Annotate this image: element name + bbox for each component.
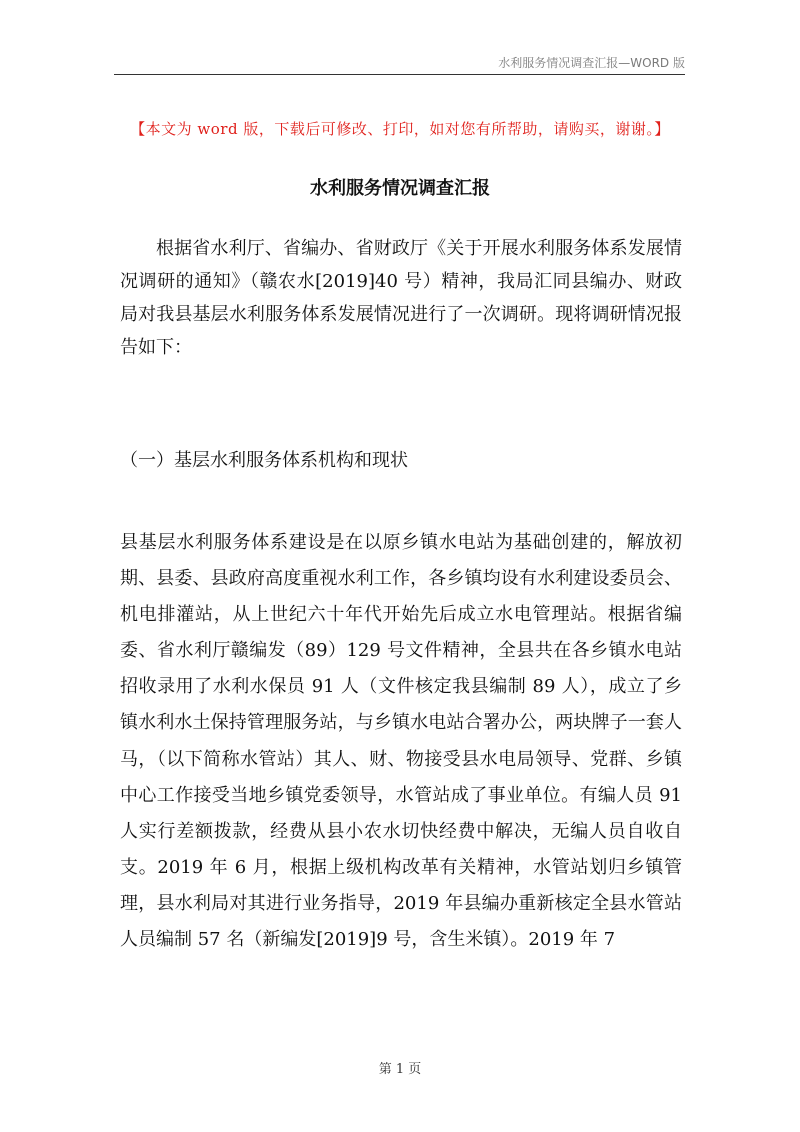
intro-paragraph: 根据省水利厅、省编办、省财政厅《关于开展水利服务体系发展情况调研的通知》（赣农水[2019]40 号）精神，我局汇同县编办、财政局对我县基层水利服务体系发展情况进行了一次调研。现将调研情况报告如下： — [120, 238, 682, 358]
section-heading: （一）基层水利服务体系机构和现状 — [120, 450, 408, 471]
page-header — [114, 50, 685, 75]
running-title: 水利服务情况调查汇报—WORD 版 — [498, 56, 685, 70]
document-title: 水利服务情况调查汇报 — [310, 178, 490, 199]
body-paragraph: 县基层水利服务体系建设是在以原乡镇水电站为基础创建的，解放初期、县委、县政府高度重视水利工作，各乡镇均设有水利建设委员会、机电排灌站，从上世纪六十年代开始先后成立水电管理站。根据省编委、省水利厅赣编发（89）129 号文件精神，全县共在各乡镇水电站招收录用了水利水保员 91 人（文件核定我县编制 89 人），成立了乡镇水利水土保持管理服务站，与乡镇水电站合署办公，两块牌子一套人马，（以下简称水管站）其人、财、物接受县水电局领导、党群、乡镇中心工作接受当地乡镇党委领导，水管站成了事业单位。有编人员 91 人实行差额拨款，经费从县小农水切快经费中解决，无编人员自收自支。2019 年 6 月，根据上级机构改革有关精神，水管站划归乡镇管理，县水利局对其进行业务指导，2019 年县编办重新核定全县水管站人员编制 57 名（新编发[2019]9 号，含生米镇）。2019 年 7 — [120, 532, 682, 951]
download-notice: 【本文为 word 版，下载后可修改、打印，如对您有所帮助，请购买，谢谢。】 — [130, 120, 670, 138]
page-number: 第 1 页 — [378, 1062, 422, 1077]
